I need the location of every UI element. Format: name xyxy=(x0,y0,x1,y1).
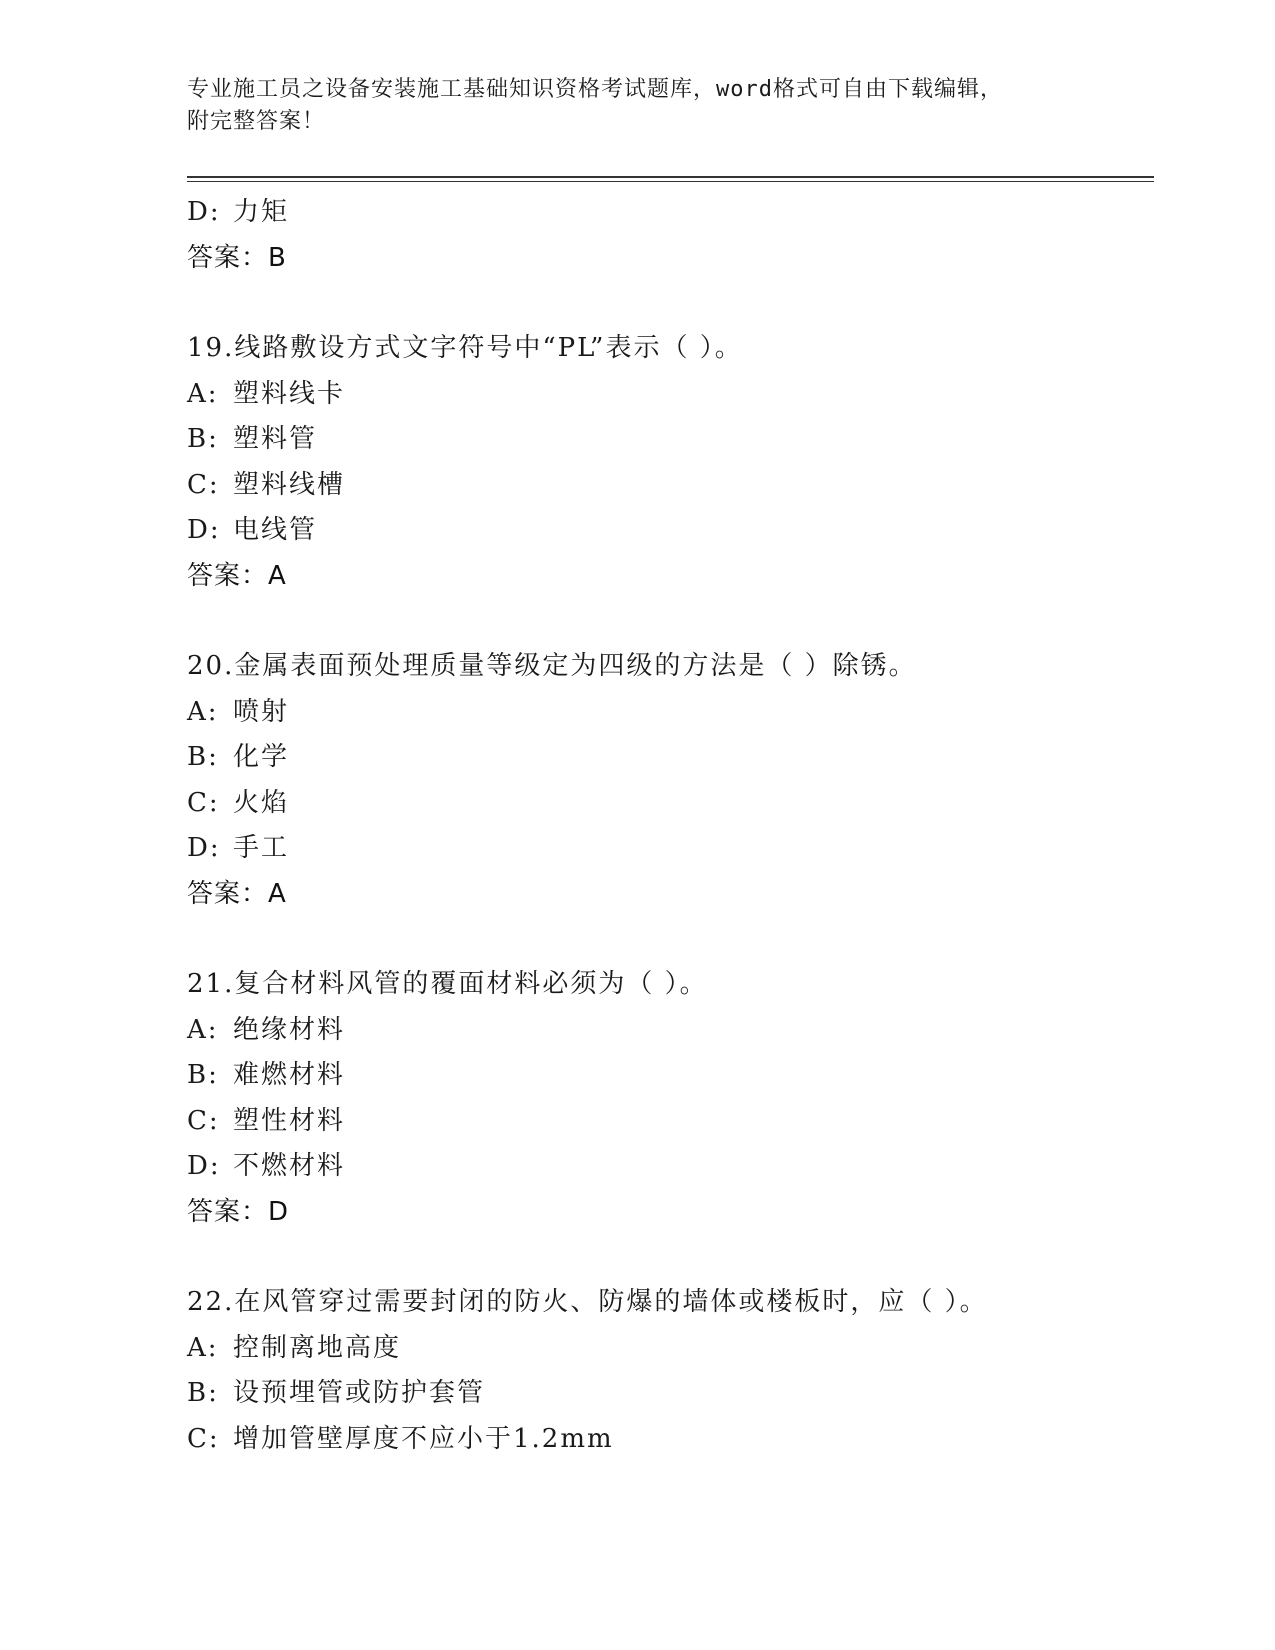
option-text: 控制离地高度 xyxy=(233,1332,402,1363)
option-text: 电线管 xyxy=(233,515,318,545)
option-letter: C: xyxy=(187,1105,220,1136)
option-text: 增加管壁厚度不应小于1.2mm xyxy=(233,1423,614,1454)
option-b xyxy=(187,417,1154,463)
option-a xyxy=(187,1008,1154,1054)
answer-line: 答案：A xyxy=(187,878,287,909)
option-c xyxy=(187,781,1154,827)
option-text: 设预埋管或防护套管 xyxy=(233,1378,486,1408)
question-19 xyxy=(187,326,1154,599)
option-letter: B: xyxy=(187,1378,219,1408)
option-letter: C: xyxy=(187,1423,220,1454)
question-list xyxy=(187,190,1154,1462)
header-divider-thin xyxy=(187,181,1154,182)
option-b xyxy=(187,1053,1154,1099)
option-a xyxy=(187,690,1154,736)
option-d xyxy=(187,826,1154,872)
page-header xyxy=(187,74,1087,138)
option-text: 塑性材料 xyxy=(233,1105,346,1136)
answer-line: 答案：D xyxy=(187,1196,290,1227)
option-letter: A: xyxy=(187,1014,219,1045)
option-text: 塑料线卡 xyxy=(233,378,346,409)
header-line-2: 附完整答案！ xyxy=(187,109,326,134)
answer-line: 答案：B xyxy=(187,242,287,273)
option-text: 塑料管 xyxy=(233,424,318,454)
option-d xyxy=(187,508,1154,554)
option-a xyxy=(187,372,1154,418)
option-letter: C: xyxy=(187,787,220,818)
option-text: 力矩 xyxy=(233,197,290,227)
option-d xyxy=(187,1144,1154,1190)
option-text: 不燃材料 xyxy=(233,1151,346,1181)
option-text: 手工 xyxy=(233,833,290,863)
question-21 xyxy=(187,962,1154,1235)
option-letter: D: xyxy=(187,833,221,863)
option-text: 难燃材料 xyxy=(233,1060,346,1090)
option-letter: B: xyxy=(187,424,219,454)
option-letter: B: xyxy=(187,742,219,772)
question-text: 21.复合材料风管的覆面材料必须为（ ）。 xyxy=(187,969,708,999)
option-letter: A: xyxy=(187,1332,219,1363)
option-d xyxy=(187,190,1154,236)
option-b xyxy=(187,1371,1154,1417)
header-line-1: 专业施工员之设备安装施工基础知识资格考试题库，word格式可自由下载编辑， xyxy=(187,77,1003,102)
option-letter: A: xyxy=(187,696,219,727)
option-letter: D: xyxy=(187,1151,221,1181)
option-text: 塑料线槽 xyxy=(233,469,346,500)
question-text: 22.在风管穿过需要封闭的防火、防爆的墙体或楼板时，应（ ）。 xyxy=(187,1287,988,1317)
option-letter: A: xyxy=(187,378,219,409)
option-text: 绝缘材料 xyxy=(233,1014,346,1045)
answer-line: 答案：A xyxy=(187,560,287,591)
option-c xyxy=(187,463,1154,509)
question-text: 20.金属表面预处理质量等级定为四级的方法是（ ）除锈。 xyxy=(187,651,917,681)
question-20 xyxy=(187,644,1154,917)
option-text: 喷射 xyxy=(233,696,290,727)
option-letter: B: xyxy=(187,1060,219,1090)
question-text: 19.线路敷设方式文字符号中“PL”表示（ ）。 xyxy=(187,333,743,363)
option-letter: D: xyxy=(187,197,221,227)
option-a xyxy=(187,1326,1154,1372)
option-text: 化学 xyxy=(233,742,290,772)
option-b xyxy=(187,735,1154,781)
question-22 xyxy=(187,1280,1154,1462)
option-letter: D: xyxy=(187,515,221,545)
option-c xyxy=(187,1099,1154,1145)
option-c xyxy=(187,1417,1154,1463)
option-text: 火焰 xyxy=(233,787,290,818)
header-divider-thick xyxy=(187,176,1154,178)
option-letter: C: xyxy=(187,469,220,500)
